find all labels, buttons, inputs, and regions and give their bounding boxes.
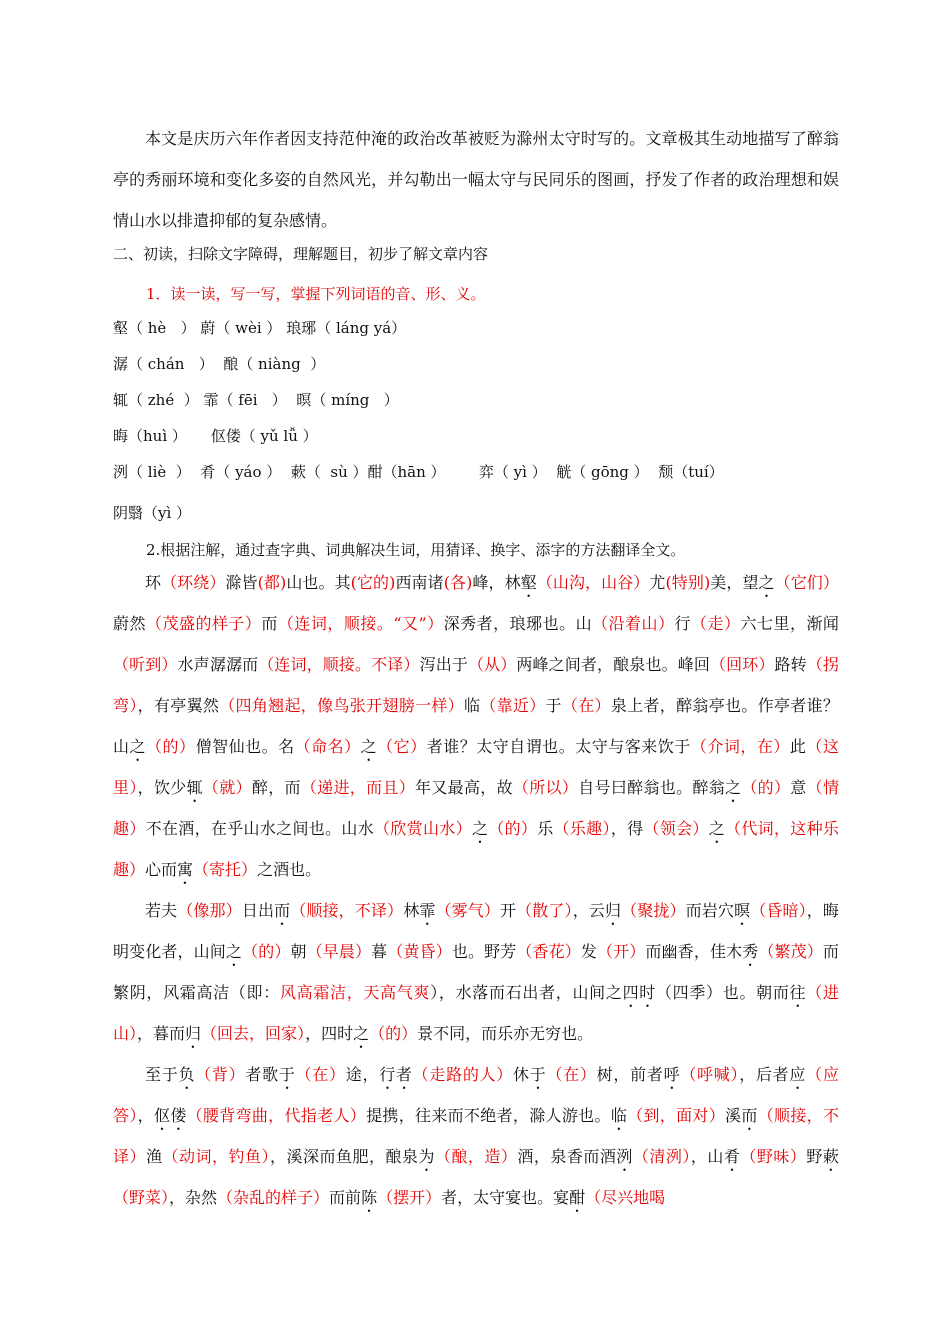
section-heading: 二、初读，扫除文字障碍，理解题目，初步了解文章内容 <box>113 245 489 263</box>
key-word: 辄 <box>186 778 203 797</box>
annotation: （开） <box>597 942 646 961</box>
text-segment: 滁皆 <box>225 573 258 592</box>
key-word: 寓 <box>177 860 194 879</box>
text-segment: 酒，泉香而酒 <box>517 1147 617 1166</box>
annotation: （拐弯） <box>113 655 839 715</box>
text-segment: ），水落而石出者，山间之 <box>430 983 623 1002</box>
text-segment: 行 <box>674 614 692 633</box>
text-segment: 自号曰醉翁也。醉翁 <box>578 778 726 797</box>
key-word: 往 <box>789 983 807 1002</box>
text-segment: 树，前者 <box>596 1065 664 1084</box>
key-word: 负 <box>178 1065 196 1084</box>
text-segment: 而繁阴，风霜高洁（即： <box>113 942 839 1002</box>
text-segment: 而幽香，佳木 <box>645 942 743 961</box>
text-segment: 而前 <box>329 1188 362 1207</box>
text-segment: 者，太守宴也。宴 <box>441 1188 570 1207</box>
text-segment: 渔 <box>146 1147 163 1166</box>
annotation: （从） <box>467 655 517 674</box>
annotation: （回去，回家） <box>201 1024 306 1043</box>
annotation: （靠近） <box>480 696 546 715</box>
text-segment: ，晦明变化者，山间 <box>113 901 839 961</box>
text-segment: 六七里，渐闻 <box>740 614 839 633</box>
key-word: 之 <box>353 1024 370 1043</box>
text-segment: 美，望 <box>710 573 759 592</box>
annotation: （繁茂） <box>758 942 823 961</box>
text-segment: 于 <box>545 696 562 715</box>
annotation: （乐趣） <box>553 819 611 838</box>
key-word: 之 <box>360 737 378 756</box>
text-segment: ，后者 <box>739 1065 790 1084</box>
annotation: （雾气） <box>435 901 501 920</box>
text-segment: 路转 <box>774 655 807 674</box>
text-segment: 尤 <box>649 573 666 592</box>
annotation: （早晨） <box>306 942 372 961</box>
text-segment: ，饮少 <box>137 778 187 797</box>
key-word: 之 <box>225 942 243 961</box>
text-segment: 年又最高，故 <box>415 778 513 797</box>
annotation: (特别) <box>665 573 711 592</box>
annotation: （它们） <box>774 573 839 592</box>
annotation: （就） <box>202 778 252 797</box>
text-segment: 朝 <box>290 942 307 961</box>
text-segment: 此 <box>789 737 807 756</box>
text-segment: 发 <box>580 942 598 961</box>
text-segment: 西南诸 <box>395 573 444 592</box>
text-segment: 泉上者，醉翁亭也。作亭者谁？山 <box>113 696 839 756</box>
annotation: （呼喊） <box>680 1065 740 1084</box>
text-segment: 者歌 <box>245 1065 279 1084</box>
text-segment: ，山 <box>690 1147 724 1166</box>
annotation: （像那） <box>177 901 242 920</box>
annotation: （黄昏） <box>387 942 452 961</box>
text-segment: 之酒也。 <box>257 860 322 879</box>
annotation: （进山） <box>113 983 839 1043</box>
text-segment: ，暮而 <box>137 1024 186 1043</box>
key-word: 应 <box>789 1065 807 1084</box>
annotation: （清洌） <box>632 1147 691 1166</box>
annotation: （它） <box>377 737 427 756</box>
intro-paragraph: 本文是庆历六年作者因支持范仲淹的政治改革被贬为滁州太守时写的。文章极其生动地描写了醉翁亭的秀丽环境和变化多姿的自然风光，并勾勒出一幅太守与民同乐的图画，抒发了作者的政治理想和娱情山水以排遣抑郁的复杂感情。 <box>113 129 839 230</box>
key-word: 之 <box>725 778 742 797</box>
vocab-line: 潺（ chán ） 酿（ niàng ） <box>113 355 326 373</box>
annotation: （命名） <box>294 737 361 756</box>
text-segment: 暮 <box>371 942 388 961</box>
text-segment: 两峰之间者，酿泉也。峰回 <box>516 655 710 674</box>
text-segment: 日出 <box>241 901 275 920</box>
annotation: （的） <box>242 942 291 961</box>
annotation: （腰背弯曲，代指老人） <box>186 1106 367 1125</box>
text-segment: 水声潺潺而 <box>177 655 259 674</box>
text-segment: 不在酒，在乎山水之间也。山水 <box>145 819 375 838</box>
vocab-line: 阴翳（yì ） <box>113 504 192 522</box>
vocab-line: 壑（ hè ） 蔚（ wèi ） 琅琊（ láng yá） <box>113 319 407 337</box>
annotation: （在） <box>561 696 611 715</box>
text-segment: 景不同，而乐亦无穷也。 <box>417 1024 594 1043</box>
annotation: （顺接，不译） <box>290 901 404 920</box>
key-word: 于 <box>278 1065 296 1084</box>
annotation: （昏暗） <box>750 901 807 920</box>
text-segment: 环 <box>145 573 162 592</box>
key-word: 之 <box>708 819 726 838</box>
vocab-line: 辄（ zhé ） 霏（ fēi ） 暝（ míng ） <box>113 391 399 409</box>
annotation: （连词，顺接。“又”） <box>277 614 444 633</box>
annotation: （香花） <box>516 942 581 961</box>
key-word: 蔌 <box>822 1147 839 1166</box>
vocab-line: 洌（ liè ） 肴（ yáo ） 蔌（ sù ）酣（hān ） 弈（ yì ） 觥（ gōng ） 颓（tuí） <box>113 463 724 481</box>
annotation: (都) <box>257 573 287 592</box>
annotation: （递进，而且） <box>300 778 416 797</box>
annotation: (它的) <box>350 573 396 592</box>
annotation: （顺接，不译） <box>113 1106 839 1166</box>
key-word: 呼 <box>663 1065 681 1084</box>
key-word: 洌 <box>616 1147 633 1166</box>
text-segment: ， <box>137 1106 154 1125</box>
text-segment: 途， <box>345 1065 380 1084</box>
annotation: （听到） <box>113 655 178 674</box>
text-segment: 林 <box>403 901 420 920</box>
annotation: （四角翘起，像鸟张开翅膀一样） <box>219 696 464 715</box>
key-word: 壑 <box>520 573 537 592</box>
key-word: 之 <box>129 737 147 756</box>
text-segment: 意 <box>790 778 807 797</box>
annotation: （沿着山） <box>592 614 675 633</box>
translation-paragraph-3 <box>113 1054 839 1218</box>
key-word: 之 <box>471 819 489 838</box>
annotation: （环绕） <box>161 573 226 592</box>
key-word: 酣 <box>569 1188 586 1207</box>
key-word: 归 <box>185 1024 202 1043</box>
text-segment: 僧智仙也。名 <box>195 737 295 756</box>
annotation: （聚拢） <box>621 901 686 920</box>
annotation: （连词，顺接。不译） <box>258 655 420 674</box>
key-word: 陈 <box>361 1188 378 1207</box>
annotation: （这里） <box>113 737 839 797</box>
annotation: （野味） <box>740 1147 807 1166</box>
text-segment: 蔚然 <box>113 614 146 633</box>
annotation: （介词，在） <box>690 737 790 756</box>
key-word: 四时 <box>622 983 656 1002</box>
annotation: （野菜） <box>113 1188 170 1207</box>
key-word: 霏 <box>419 901 436 920</box>
annotation: （动词，钓鱼） <box>162 1147 270 1166</box>
annotation: （代词，这种乐趣） <box>113 819 839 879</box>
annotation: （欣赏山水） <box>374 819 472 838</box>
annotation: （走路的人） <box>412 1065 514 1084</box>
annotation: （到，面对） <box>627 1106 726 1125</box>
annotation: （的） <box>741 778 791 797</box>
annotation: （尽兴地喝 <box>585 1188 666 1207</box>
text-segment: 提携，往来而不绝者，滁人游也。 <box>366 1106 611 1125</box>
text-segment: 而 <box>261 614 278 633</box>
annotation: （酿，造） <box>434 1147 518 1166</box>
text-segment: ，四时 <box>305 1024 354 1043</box>
task1-heading: 1．读一读，写一写，掌握下列词语的音、形、义。 <box>146 285 486 303</box>
annotation: （的） <box>369 1024 418 1043</box>
annotation: （背） <box>195 1065 246 1084</box>
key-word: 临 <box>610 1106 628 1125</box>
text-segment: 溪 <box>725 1106 742 1125</box>
text-segment: ，杂然 <box>169 1188 218 1207</box>
key-word: 暝 <box>734 901 751 920</box>
annotation: （走） <box>691 614 741 633</box>
key-word: 之 <box>758 573 775 592</box>
key-word: 而 <box>741 1106 758 1125</box>
key-word: 行者 <box>379 1065 413 1084</box>
annotation: （情趣） <box>113 778 839 838</box>
annotation: （领会） <box>643 819 709 838</box>
annotation: （的） <box>488 819 538 838</box>
text-segment: 临 <box>463 696 481 715</box>
annotation: （山沟，山谷） <box>536 573 650 592</box>
translation-paragraph-2 <box>113 890 839 1054</box>
key-word: 于 <box>529 1065 547 1084</box>
text-segment: 峰，林 <box>472 573 521 592</box>
key-word: 伛偻 <box>153 1106 187 1125</box>
annotation: (各) <box>443 573 473 592</box>
annotation: （寄托） <box>193 860 258 879</box>
annotation: （摆开） <box>377 1188 442 1207</box>
text-segment: 休 <box>513 1065 530 1084</box>
text-segment: ，有亭翼然 <box>137 696 220 715</box>
text-segment: 而岩穴 <box>685 901 735 920</box>
annotation: （所以） <box>512 778 579 797</box>
text-segment: ，溪深而鱼肥，酿泉 <box>269 1147 419 1166</box>
key-word: 秀 <box>742 942 759 961</box>
text-segment: 心而 <box>145 860 178 879</box>
annotation: （杂乱的样子） <box>217 1188 330 1207</box>
annotation: 风高霜洁，天高气爽 <box>279 983 431 1002</box>
text-segment: （四季）也。朝而 <box>655 983 790 1002</box>
annotation: （散了） <box>516 901 573 920</box>
annotation: （应答） <box>113 1065 839 1125</box>
vocab-line: 晦（huì ） 伛偻（ yǔ lǚ ） <box>113 427 318 445</box>
text-segment: 也。野芳 <box>451 942 517 961</box>
text-segment: 开 <box>500 901 517 920</box>
key-word: 肴 <box>723 1147 741 1166</box>
translation-paragraph-1 <box>113 562 839 890</box>
annotation: （的） <box>146 737 196 756</box>
annotation: （茂盛的样子） <box>145 614 262 633</box>
text-segment: 至于 <box>145 1065 179 1084</box>
annotation: （回环） <box>709 655 775 674</box>
text-segment: 泻出于 <box>419 655 468 674</box>
key-word: 为 <box>418 1147 435 1166</box>
text-segment: 醉，而 <box>251 778 301 797</box>
text-segment: 山也。其 <box>286 573 351 592</box>
text-segment: 者谁？太守自谓也。太守与客来饮于 <box>426 737 691 756</box>
text-segment: 乐 <box>537 819 554 838</box>
annotation: （在） <box>546 1065 597 1084</box>
text-segment: 若夫 <box>145 901 178 920</box>
task2-heading: 2.根据注解，通过查字典、词典解决生词，用猜译、换字、添字的方法翻译全文。 <box>146 541 686 559</box>
text-segment: ，云 <box>572 901 605 920</box>
text-segment: 深秀者，琅琊也。山 <box>443 614 593 633</box>
key-word: 而 <box>274 901 291 920</box>
key-word: 归 <box>604 901 622 920</box>
text-segment: 野 <box>806 1147 823 1166</box>
text-segment: ，得 <box>610 819 644 838</box>
annotation: （在） <box>295 1065 346 1084</box>
